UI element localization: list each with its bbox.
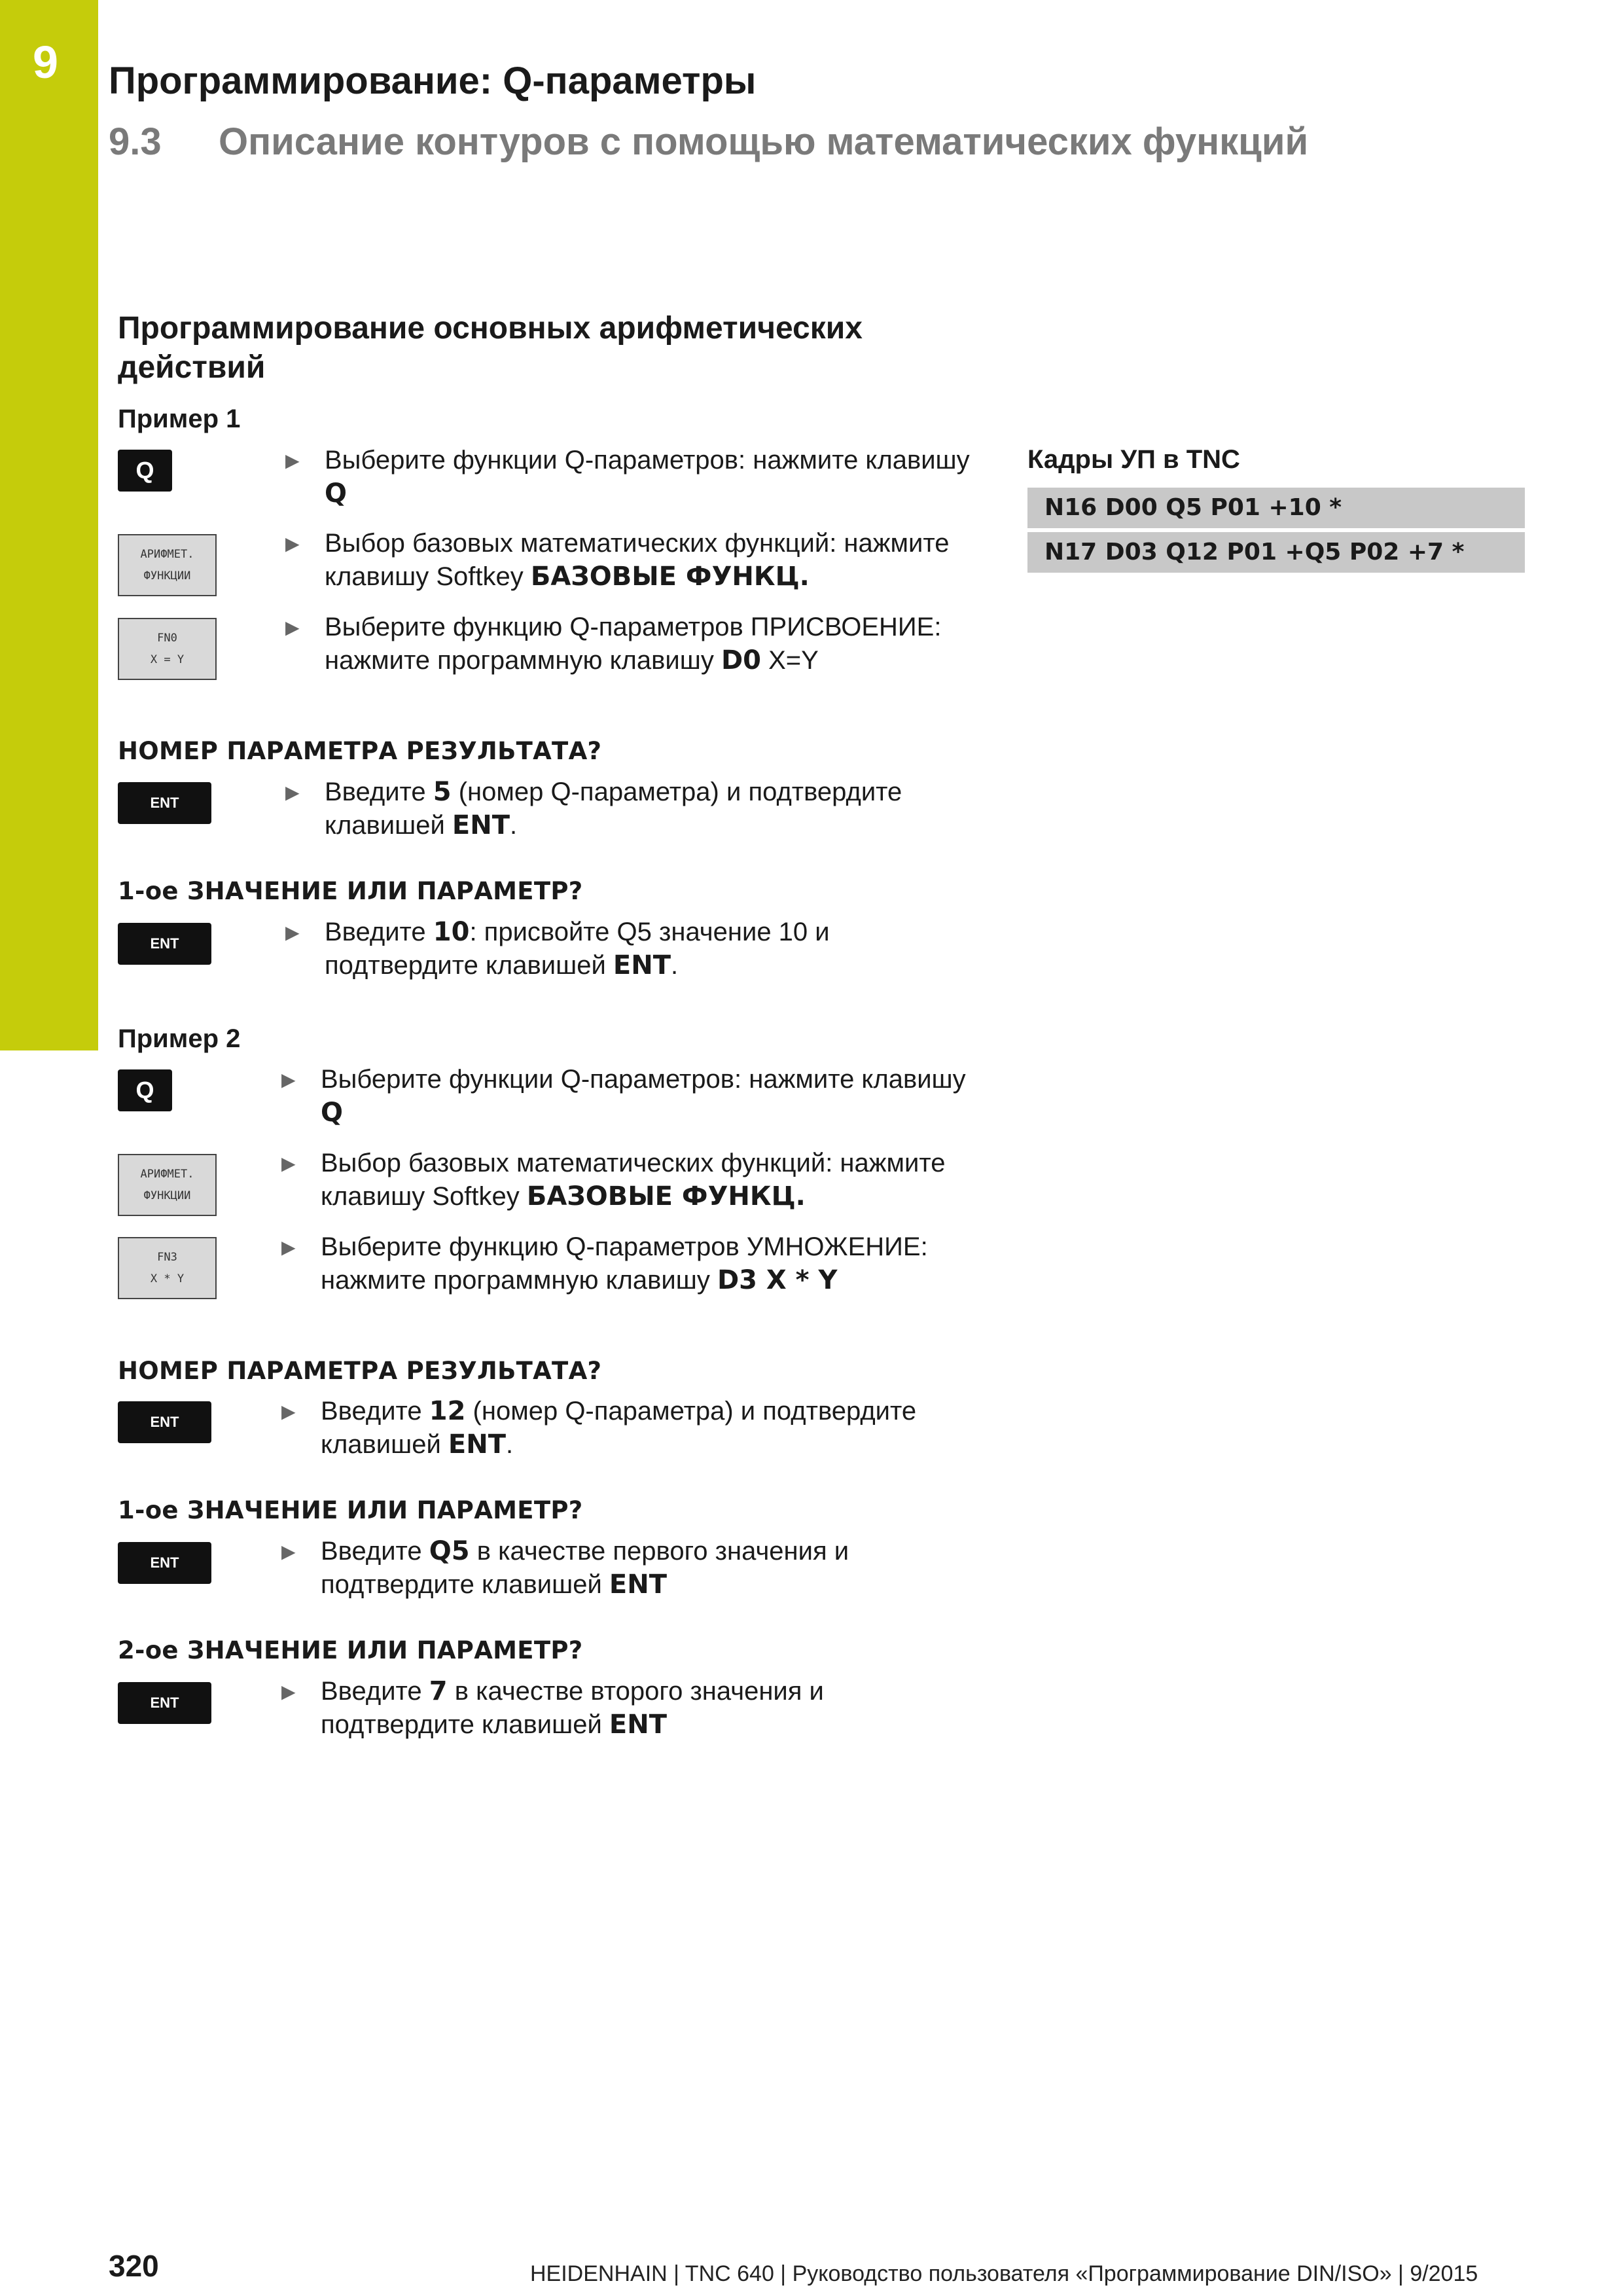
example2-title: Пример 2 — [118, 1024, 241, 1053]
arith-functions-softkey[interactable]: АРИФМЕТ. ФУНКЦИИ — [118, 534, 217, 596]
arrow-icon: ▶ — [285, 533, 300, 554]
page-title: Программирование: Q-параметры — [109, 60, 757, 102]
ent-key[interactable]: ENT — [118, 1542, 211, 1584]
nc-block-row: N16 D00 Q5 P01 +10 * — [1027, 488, 1525, 528]
section-title: Описание контуров с помощью математических функций — [219, 120, 1309, 163]
arrow-icon: ▶ — [281, 1153, 296, 1174]
chapter-number: 9 — [33, 37, 58, 88]
arith-functions-softkey[interactable]: АРИФМЕТ. ФУНКЦИИ — [118, 1154, 217, 1216]
dialog-prompt: 2-ое ЗНАЧЕНИЕ ИЛИ ПАРАМЕТР? — [118, 1636, 583, 1664]
nc-block-row: N17 D03 Q12 P01 +Q5 P02 +7 * — [1027, 532, 1525, 573]
arrow-icon: ▶ — [281, 1541, 296, 1562]
content-heading: Программирование основных арифметических действий — [118, 311, 863, 385]
dialog-prompt: НОМЕР ПАРАМЕТРА РЕЗУЛЬТАТА? — [118, 737, 602, 765]
ent-key[interactable]: ENT — [118, 782, 211, 824]
ent-key[interactable]: ENT — [118, 923, 211, 965]
dialog-prompt: 1-ое ЗНАЧЕНИЕ ИЛИ ПАРАМЕТР? — [118, 877, 583, 905]
q-key[interactable]: Q — [118, 1069, 172, 1111]
dialog-prompt: 1-ое ЗНАЧЕНИЕ ИЛИ ПАРАМЕТР? — [118, 1496, 583, 1524]
dialog-prompt: НОМЕР ПАРАМЕТРА РЕЗУЛЬТАТА? — [118, 1357, 602, 1385]
footer-text: HEIDENHAIN | TNC 640 | Руководство пользователя «Программирование DIN/ISO» | 9/2015 — [530, 2261, 1478, 2286]
section-number: 9.3 — [109, 120, 162, 163]
q-key[interactable]: Q — [118, 450, 172, 492]
nc-blocks-title: Кадры УП в TNC — [1027, 445, 1240, 474]
ent-key[interactable]: ENT — [118, 1682, 211, 1724]
arrow-icon: ▶ — [285, 782, 300, 802]
fn3-softkey[interactable]: FN3 X * Y — [118, 1237, 217, 1299]
arrow-icon: ▶ — [285, 617, 300, 637]
arrow-icon: ▶ — [285, 450, 300, 471]
example1-title: Пример 1 — [118, 404, 241, 433]
arrow-icon: ▶ — [281, 1681, 296, 1702]
chapter-tab — [0, 0, 98, 1050]
arrow-icon: ▶ — [285, 922, 300, 942]
ent-key[interactable]: ENT — [118, 1401, 211, 1443]
arrow-icon: ▶ — [281, 1237, 296, 1257]
page-number: 320 — [109, 2249, 159, 2283]
fn0-softkey[interactable]: FN0 X = Y — [118, 618, 217, 680]
arrow-icon: ▶ — [281, 1401, 296, 1422]
arrow-icon: ▶ — [281, 1069, 296, 1090]
